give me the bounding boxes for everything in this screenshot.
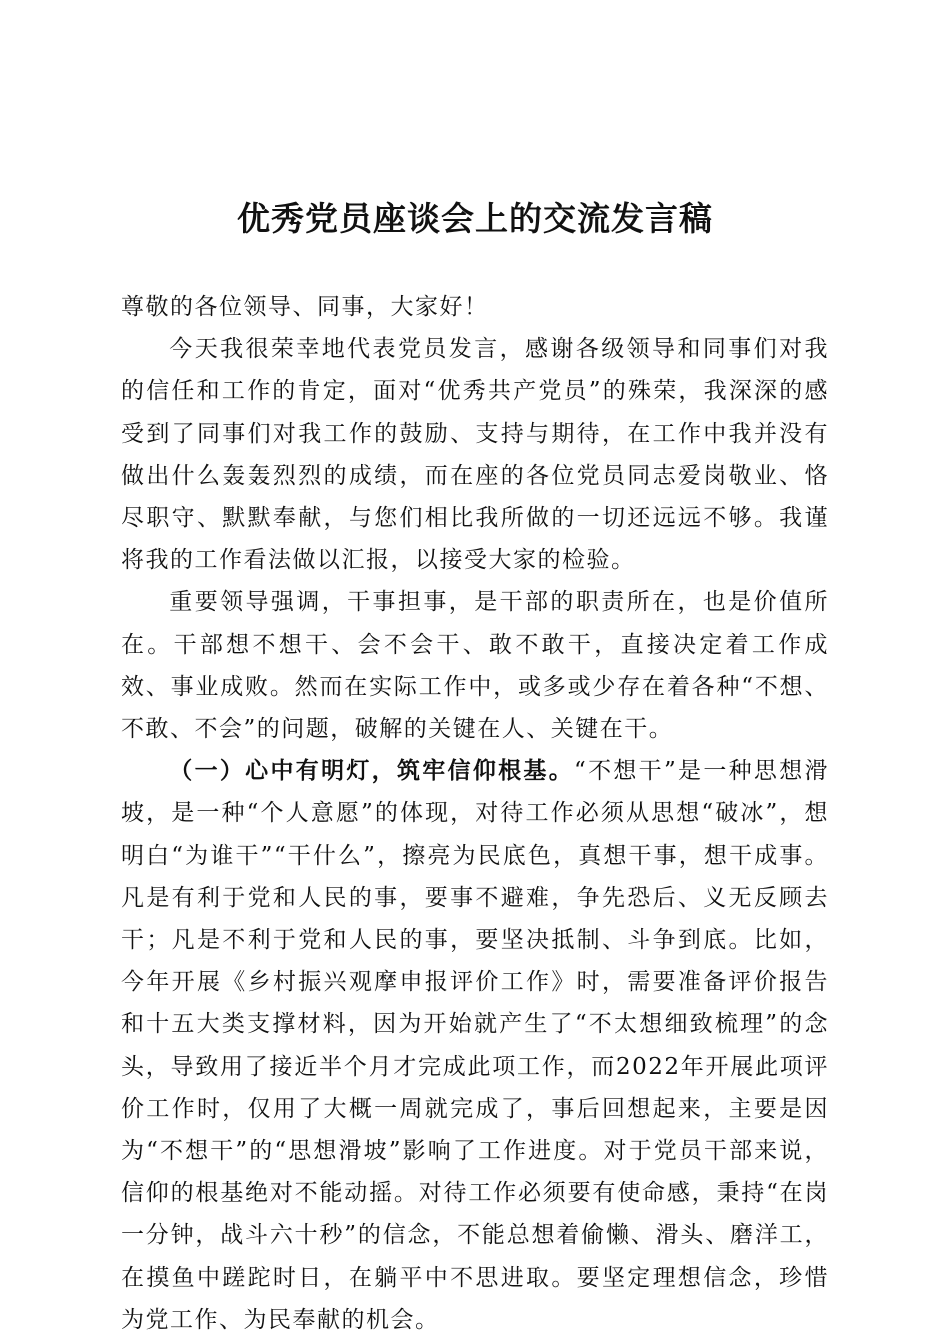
section-1-text: “不想干”是一种思想滑坡，是一种“个人意愿”的体现，对待工作必须从思想“破冰”，想明白“为谁干”“干什么”，擦亮为民底色，真想干事，想干成事。凡是有利于党和人民的事，要事不避难，争先恐后、义无反顾去干；凡是不利于党和人民的事，要坚决抵制、斗争到底。比如，今年开展《乡村振兴观摩申报评价工作》时，需要准备评价报告和十五大类支撑材料，因为开始就产生了“不太想细致梳理”的念头，导致用了接近半个月才完成此项工作，而2022年开展此项评价工作时，仅用了大概一周就完成了，事后回想起来，主要是因为“不想干”的“思想滑坡”影响了工作进度。对于党员干部来说，信仰的根基绝对不能动摇。对待工作必须要有使命感，秉持“在岗一分钟，战斗六十秒”的信念，不能总想着偷懒、滑头、磨洋工，在摸鱼中蹉跎时日，在躺平中不思进取。要坚定理想信念，珍惜为党工作、为民奉献的机会。 (121, 758, 829, 1333)
section-1-heading: （一）心中有明灯，筑牢信仰根基。 (169, 757, 575, 785)
paragraph-intro: 今天我很荣幸地代表党员发言，感谢各级领导和同事们对我的信任和工作的肯定，面对“优秀共产党员”的殊荣，我深深的感受到了同事们对我工作的鼓励、支持与期待，在工作中我并没有做出什么轰轰烈烈的成绩，而在座的各位党员同志爱岗敬业、恪尽职守、默默奉献，与您们相比我所做的一切还远远不够。我谨将我的工作看法做以汇报，以接受大家的检验。 (121, 336, 829, 574)
document-body (121, 286, 829, 1341)
document-title: 优秀党员座谈会上的交流发言稿 (237, 199, 713, 238)
greeting-line: 尊敬的各位领导、同事，大家好！ (121, 294, 489, 320)
paragraph-context: 重要领导强调，干事担事，是干部的职责所在，也是价值所在。干部想不想干、会不会干、敢不敢干，直接决定着工作成效、事业成败。然而在实际工作中，或多或少存在着各种“不想、不敢、不会”的问题，破解的关键在人、关键在干。 (121, 589, 829, 743)
paragraph-section-1 (121, 750, 829, 1341)
